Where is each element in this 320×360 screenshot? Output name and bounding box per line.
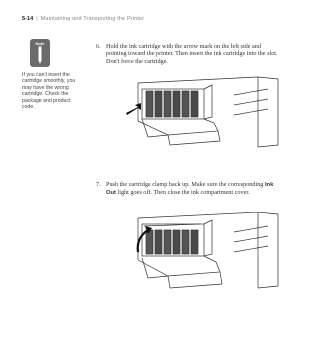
- step-7: [96, 181, 278, 198]
- note-text: If you can't insert the cartridge smoothly, you may have the wrong cartridge. Check the package and product code.: [22, 72, 76, 111]
- page-header: [22, 16, 144, 22]
- close-clamp-illustration: [108, 212, 280, 300]
- insert-cartridge-illustration: [108, 75, 280, 159]
- header-separator: |: [36, 16, 38, 22]
- section-title: Maintaining and Transporting the Printer: [40, 16, 145, 22]
- step-text: Hold the ink cartridge with the arrow mark on the left side and pointing toward the printer. Then insert the ink cartridge into the slot. Don't force the cartridge.: [106, 43, 278, 65]
- pencil-icon: [30, 39, 50, 67]
- ink-out-label: Ink Out: [106, 182, 274, 197]
- step-number: 6.: [96, 43, 101, 50]
- note-icon: [30, 39, 50, 67]
- step-6: [96, 43, 278, 65]
- step-text: Push the cartridge clamp back up. Make sure the corresponding Ink Out light goes off. Then close the ink compartment cover.: [106, 181, 274, 197]
- step-number: 7.: [96, 181, 101, 188]
- note-icon-label: Note: [35, 41, 45, 46]
- page-number: 5-14: [22, 16, 34, 22]
